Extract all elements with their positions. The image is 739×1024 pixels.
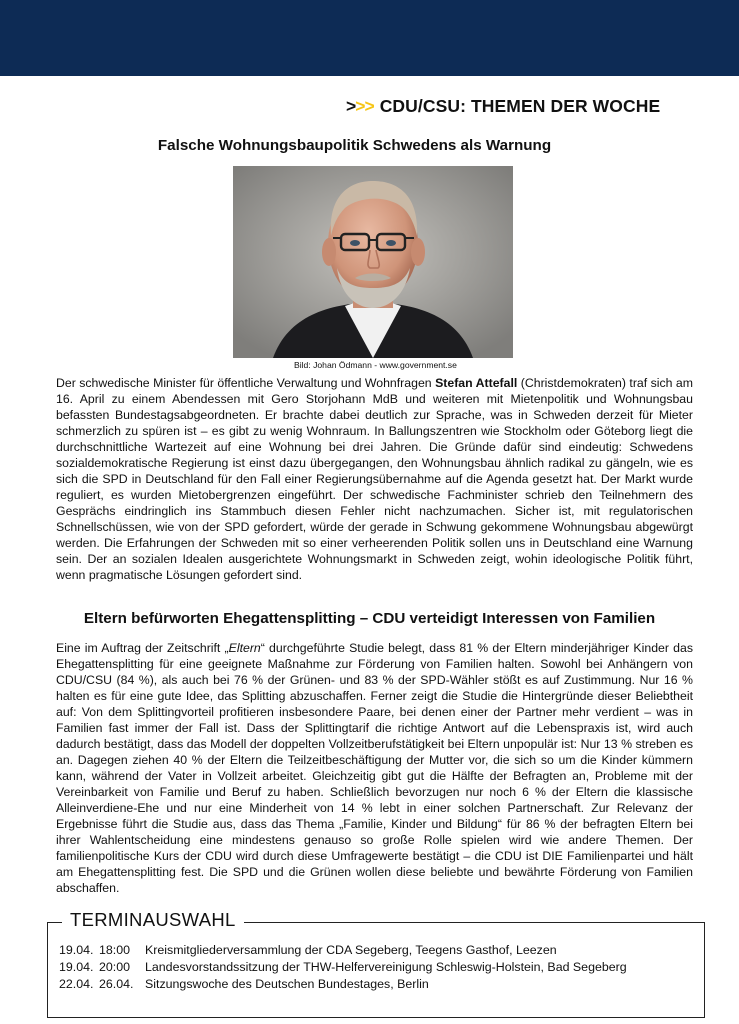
appointment-date: 19.04. [59,960,94,974]
appointment-text: Kreismitgliederversammlung der CDA Segeberg, Teegens Gasthof, Leezen [145,943,557,957]
photo-caption: Bild: Johan Ödmann - www.government.se [294,360,457,370]
appointment-time: 20:00 [99,960,131,974]
arrows-icon: >>> [346,96,374,116]
article-1-body: Der schwedische Minister für öffentliche Verwaltung und Wohnfragen Stefan Attefall (Christdemokraten) traf sich am 16. April zu einem Abendessen mit Gero Storjohann MdB und weiteren mit Mietenpolitik und Wohnungsbau befassten Bundestagsabgeordneten. Er brachte dabei deutlich zur Sprache, was in Schweden derzeit für Mieter schmerzlich zu spüren ist – es gibt zu wenig Wohnraum. In Ballungszentren wie Stockholm oder Göteborg liegt die durchschnittliche Wartezeit auf eine Wohnung bei drei Jahren. Die Gründe dafür sind eindeutig: Schwedens sozialdemokratische Regierung ist einst dazu übergegangen, den Wohnungsbau ähnlich radikal zu gängeln, wie es sich die SPD in Deutschland für den Fall einer Regierungsübernahme auf die Agenda gesetzt hat. Der Markt wurde reguliert, es wurden Mietobergrenzen eingeführt. Der schwedische Fachminister schrieb den Teilnehmern des Gesprächs eindringlich ins Stammbuch diesen Fehler nicht nachzumachen. Sicher ist, mit regulatorischen Schnellschüssen, wie von der SPD gefordert, würde der gerade in Schwung gekommene Wohnungsbau abgewürgt werden. Die Erfahrungen der Schweden mit so einer verheerenden Politik sollen uns in Deutschland eine Warnung sein. Der an sozialen Idealen ausgerichtete Wohnungsmarkt in Schweden zeigt, wohin ideologische Politik führt, wenn pragmatische Lösungen gefordert sind. [56,376,694,582]
top-banner [0,0,739,76]
minister-name: Stefan Attefall [435,376,518,390]
article-1-title: Falsche Wohnungsbaupolitik Schwedens als Warnung [157,137,552,154]
portrait-illustration [233,166,513,358]
appointments-list [59,942,627,993]
portrait-photo [233,166,513,358]
appointment-time: 18:00 [99,943,131,957]
appointment-row [59,959,627,976]
appointment-row [59,942,627,959]
appointment-date: 22.04. [59,977,94,991]
appointment-row [59,976,627,993]
article-2-body: Eine im Auftrag der Zeitschrift „Eltern“ durchgeführte Studie belegt, dass 81 % der Eltern minderjähriger Kinder das Ehegattensplitting für eine geeignete Maßnahme zur Förderung von Familien halten. Sowohl bei Anhängern von CDU/CSU (84 %), als auch bei 76 % der Grünen- und 83 % der SPD-Wähler stößt es auf Zustimmung. Nur 16 % halten es für eine gute Idee, das Splitting abzuschaffen. Ferner zeigt die Studie die Hintergründe dieser Beliebtheit auf: Von dem Splittingvorteil profitieren insbesondere Paare, bei denen einer der Partner mehr verdient – was in Familien fast immer der Fall ist. Dass der Splittingtarif die richtige Antwort auf die Lebenspraxis ist, wird auch dadurch bestätigt, dass das Modell der doppelten Vollzeitberufstätigkeit bei Eltern unpopulär ist: Nur 13 % streben es an. Dagegen ziehen 40 % der Eltern die Teilzeitbeschäftigung der Mutter vor, die sich so um die Kinder kümmern kann, während der Vater in Vollzeit arbeitet. Gleichzeitig gibt gut die Hälfte der Befragten an, Probleme mit der Vereinbarkeit von Familie und Beruf zu haben. Schließlich bevorzugen nur noch 6 % der Eltern die klassische Alleinverdiene-Ehe und nur eine Minderheit von 14 % lebt in einer solchen Partnerschaft. Zur Relevanz der Ergebnisse führt die Studie aus, dass das Thema „Familie, Kinder und Bildung“ für 86 % der befragten Eltern bei ihrer Wahlentscheidung eine mindestens genauso so große Rolle spielen wird wie andere Themen. Der familienpolitische Kurs der CDU wird durch diese Umfragewerte bestätigt – die CDU ist DIE Familienpartei und hält am Ehegattensplitting fest. Die SPD und die Grünen wollen diese beliebte und bewährte Förderung von Familien abschaffen. [56,641,693,895]
appointments-title: TERMINAUSWAHL [62,909,244,931]
appointment-text: Landesvorstandssitzung der THW-Helfervereinigung Schleswig-Holstein, Bad Segeberg [145,960,627,974]
magazine-name: Eltern [228,641,261,655]
appointment-date: 19.04. [59,943,94,957]
appointment-text: Sitzungswoche des Deutschen Bundestages, Berlin [145,977,429,991]
section-title: CDU/CSU: THEMEN DER WOCHE [379,96,661,116]
section-heading [346,96,660,117]
article-2-title: Eltern befürworten Ehegattensplitting – CDU verteidigt Interessen von Familien [83,610,656,627]
appointment-time: 26.04. [99,977,134,991]
